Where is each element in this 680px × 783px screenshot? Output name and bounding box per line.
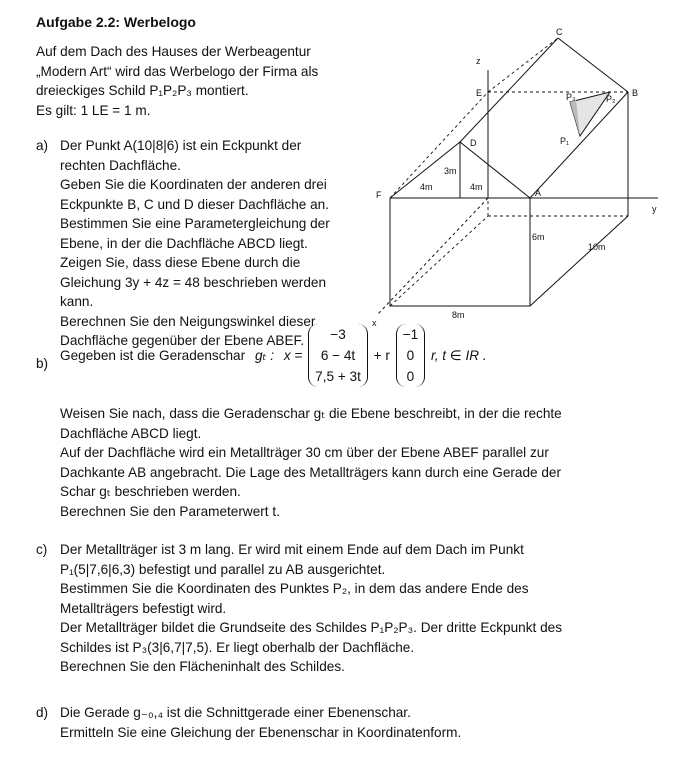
part-c-line: Bestimmen Sie die Koordinaten des Punktes P₂, in dem das andere Ende des [60, 581, 529, 596]
vector-entry: −3 [330, 327, 346, 342]
support-vector [308, 324, 368, 387]
part-c-line: Schildes ist P₃(3|6,7|7,5). Er liegt oberhalb der Dachfläche. [60, 639, 415, 655]
intro-line: Es gilt: 1 LE = 1 m. [36, 102, 151, 118]
part-b-line: Dachkante AB angebracht. Die Lage des Metallträgers kann durch eine Gerade der [60, 464, 562, 480]
part-b-body [60, 404, 562, 521]
point-label-a: A [535, 188, 542, 198]
house-figure [360, 26, 670, 336]
task-intro [36, 42, 356, 120]
part-a-line: Berechnen Sie den Neigungswinkel dieser [60, 313, 316, 329]
part-d-line: Ermitteln Sie eine Gleichung der Ebenenschar in Koordinatenform. [60, 724, 462, 740]
part-a-body [60, 136, 330, 351]
part-c-body [60, 540, 562, 677]
dim-label-3m: 3m [444, 166, 457, 176]
part-d-body [60, 703, 461, 742]
point-label-d: D [470, 138, 477, 148]
part-c-line: P₁(5|7,6|6,3) befestigt und parallel zu AB ausgerichtet. [60, 561, 386, 577]
equation-xvec: x = [283, 347, 303, 363]
vector-entry: −1 [402, 327, 419, 342]
part-b-line: Auf der Dachfläche wird ein Metallträger 30 cm über der Ebene ABEF parallel zur [60, 445, 549, 460]
part-a-line: Ebene, in der die Dachfläche ABCD liegt. [60, 235, 308, 251]
intro-line: Auf dem Dach des Hauses der Werbeagentur [36, 44, 311, 59]
roof-edge-bc [558, 38, 628, 92]
vector-entry: 0 [406, 348, 415, 363]
dim-label-4m: 4m [470, 182, 483, 192]
task-title: Aufgabe 2.2: Werbelogo [36, 14, 196, 30]
point-label-f: F [376, 190, 382, 200]
intro-line: „Modern Art“ wird das Werbelogo der Firma als [36, 63, 319, 79]
vector-entry: 0 [406, 369, 415, 384]
axes [378, 70, 658, 314]
equation-tail: r, t ∈ IR . [430, 347, 487, 363]
part-b-line: Berechnen Sie den Parameterwert t. [60, 503, 280, 519]
part-a-line: Der Punkt A(10|8|6) ist ein Eckpunkt der [60, 138, 302, 153]
equation-gname: gₜ : [254, 347, 275, 363]
dim-label-6m: 6m [532, 232, 545, 242]
x-axis [378, 198, 488, 314]
point-label-p2: P₂ [606, 94, 616, 104]
dim-label-4m: 4m [420, 182, 433, 192]
hidden-edge [390, 216, 488, 306]
part-a-label: a) [36, 138, 49, 153]
part-a-line: Eckpunkte B, C und D dieser Dachfläche an. [60, 196, 330, 212]
dim-label-10m: 10m [588, 242, 606, 252]
axis-label-y: y [652, 204, 657, 214]
point-label-p1: P₁ [560, 136, 570, 146]
part-c-line: Der Metallträger bildet die Grundseite des Schildes P₁P₂P₃. Der dritte Eckpunkt des [60, 620, 562, 635]
house-edges [390, 38, 628, 306]
hidden-edge [488, 38, 558, 92]
part-b-line: Weisen Sie nach, dass die Geradenschar gₜ die Ebene beschreibt, in der die rechte [60, 406, 562, 421]
front-wall [390, 198, 530, 306]
part-d-label: d) [36, 705, 49, 720]
part-c-line: Berechnen Sie den Flächeninhalt des Schildes. [60, 659, 345, 674]
equation-plus-r: + r [373, 347, 390, 363]
part-c-line: Metallträgers befestigt wird. [60, 600, 227, 616]
part-a-line: Gleichung 3y + 4z = 48 beschrieben werden [60, 274, 327, 290]
part-b-line: Schar gₜ beschrieben werden. [60, 484, 241, 499]
ridge-line [460, 38, 558, 142]
part-c-line: Der Metallträger ist 3 m lang. Er wird mit einem Ende auf dem Dach im Punkt [60, 542, 524, 557]
part-b-label: b) [36, 356, 49, 371]
axis-label-z: z [476, 56, 481, 66]
point-label-e: E [476, 88, 483, 98]
intro-line: dreieckiges Schild P₁P₂P₃ montiert. [36, 83, 249, 98]
equation-intro: Gegeben ist die Geradenschar [60, 347, 246, 363]
part-c-label: c) [36, 542, 48, 557]
part-a-line: Geben Sie die Koordinaten der anderen drei [60, 177, 327, 192]
dim-label-8m: 8m [452, 310, 465, 320]
axis-label-x: x [372, 318, 377, 328]
point-label-c: C [556, 27, 563, 37]
point-label-p3: P₃ [566, 92, 576, 102]
hidden-edges [390, 38, 628, 306]
vector-entry: 6 − 4t [320, 348, 356, 363]
part-a-line: Bestimmen Sie eine Parametergleichung der [60, 216, 330, 231]
part-a-line: kann. [60, 294, 94, 309]
vector-entry: 7,5 + 3t [315, 369, 361, 384]
part-a-line: Dachfläche gegenüber der Ebene ABEF. [60, 333, 305, 348]
part-b-line: Dachfläche ABCD liegt. [60, 425, 202, 441]
point-label-b: B [632, 88, 639, 98]
part-d-line: Die Gerade g₋₀,₄ ist die Schnittgerade einer Ebenenschar. [60, 705, 411, 720]
part-a-line: Zeigen Sie, dass diese Ebene durch die [60, 255, 301, 270]
part-a-line: rechten Dachfläche. [60, 157, 181, 173]
